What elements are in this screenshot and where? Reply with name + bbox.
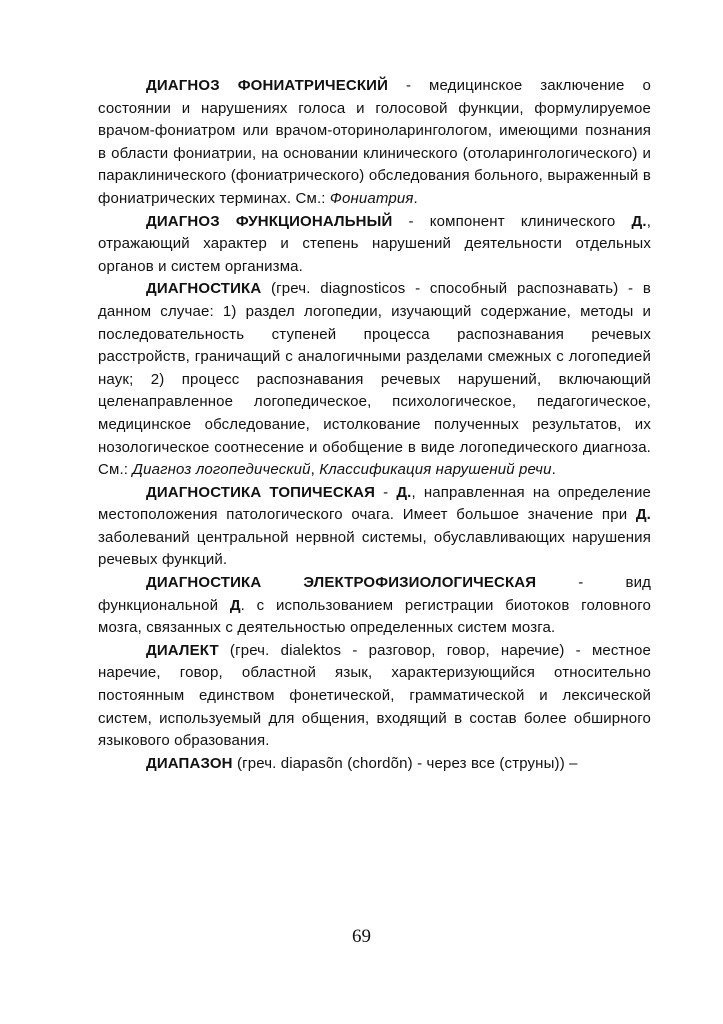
entry-definition: (греч. diagnosticos - способный распознавать) - в данном случае: 1) раздел логопедии, изучающий содержание, методы и последовательность ступеней процесса распознавания речевых расстройств, граничащий с аналогичными разделами смежных с логопедией наук; 2) процесс распознавания речевых нарушений, включающий целенаправленное логопедическое, психологическое, педагогическое, медицинское обследование, истолкование полученных результатов, их нозологическое соотнесение и обобщение в виде логопедического диагноза. См.:: [98, 280, 651, 479]
entry-reference: Диагноз логопедический: [132, 461, 311, 479]
entry-term: ДИАГНОСТИКА ТОПИЧЕСКАЯ: [146, 483, 376, 501]
entry-diagnoz-funktsionalny: [98, 211, 651, 279]
entry-diagnostika-topicheskaya: [98, 482, 651, 572]
entry-definition: (греч. dialektos - разговор, говор, наречие) - местное наречие, говор, областной язык, характеризующийся относительно постоянным единством фонетической, грамматической и лексической систем, используемый для общения, входящий в состав более обширного языкового образования.: [98, 641, 651, 750]
entry-punctuation: .: [551, 461, 556, 479]
entry-abbreviation: Д.: [635, 506, 651, 524]
entry-definition: - компонент клинического: [392, 212, 632, 230]
entry-punctuation: ,: [310, 461, 320, 479]
entry-definition: , отражающий характер и степень нарушений деятельности отдельных органов и систем организма.: [98, 212, 652, 275]
entry-abbreviation: Д.: [631, 212, 647, 230]
entry-diagnoz-foniatricheskiy: [98, 75, 651, 211]
entry-definition: . с использованием регистрации биотоков головного мозга, связанных с деятельностью определенных систем мозга.: [98, 596, 651, 637]
entry-abbreviation: Д: [229, 596, 241, 614]
entry-definition: (греч. diapasõn (chordõn) - через все (струны)) –: [232, 754, 578, 772]
entry-dialekt: [98, 640, 651, 753]
entry-term: ДИАЛЕКТ: [146, 641, 219, 659]
entry-punctuation: .: [413, 189, 418, 207]
entry-reference: Фониатрия: [329, 189, 414, 207]
entry-reference: Классификация нарушений речи: [319, 461, 552, 479]
entry-term: ДИАГНОСТИКА ЭЛЕКТРОФИЗИОЛОГИЧЕСКАЯ: [146, 574, 537, 592]
entry-diagnostika: [98, 278, 651, 481]
dictionary-text: [98, 75, 651, 775]
entry-term: ДИАГНОСТИКА: [146, 280, 262, 298]
entry-definition: заболеваний центральной нервной системы, обуславливающих нарушения речевых функций.: [98, 528, 651, 569]
page-number: 69: [352, 926, 371, 947]
entry-definition: , направленная на определение местоположения патологического очага. Имеет большое значение при: [98, 483, 652, 524]
entry-term: ДИАГНОЗ ФОНИАТРИЧЕСКИЙ: [146, 77, 389, 94]
entry-definition: -: [375, 483, 397, 501]
entry-term: ДИАГНОЗ ФУНКЦИОНАЛЬНЫЙ: [146, 212, 393, 230]
entry-diagnostika-elektrofiziologicheskaya: [98, 572, 651, 640]
entry-term: ДИАПАЗОН: [146, 754, 233, 772]
entry-abbreviation: Д.: [396, 483, 412, 501]
entry-diapazon: [98, 753, 651, 776]
entry-definition: - медицинское заключение о состоянии и нарушениях голоса и голосовой функции, формулируемое врачом-фониатром или врачом-оториноларингологом, имеющими познания в области фониатрии, на основании клинического (отоларингологического) и параклинического (фониатрического) обследования больного, выраженный в фониатрических терминах. См.:: [98, 77, 651, 207]
entry-definition: - вид функциональной: [98, 574, 651, 614]
